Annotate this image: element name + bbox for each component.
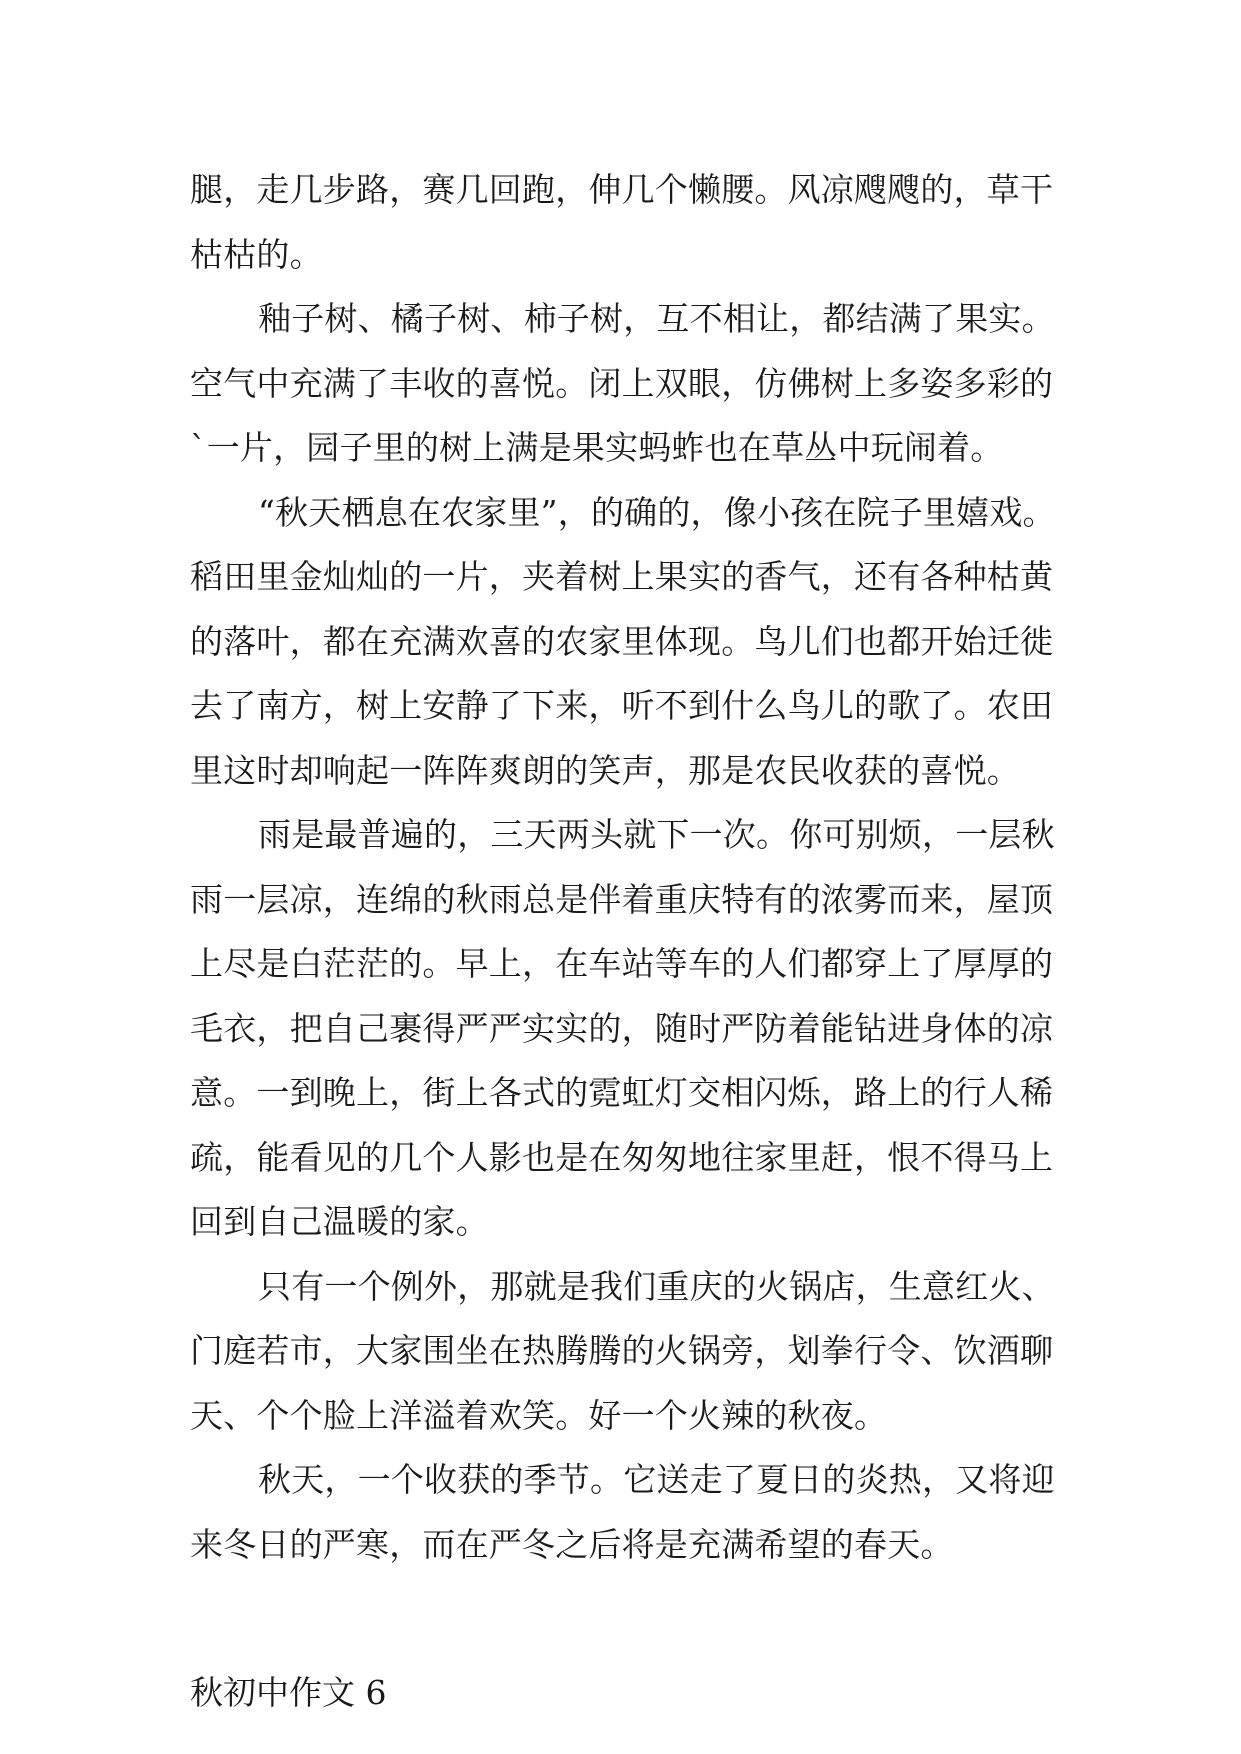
text-line: 天、个个脸上洋溢着欢笑。好一个火辣的秋夜。 (190, 1395, 888, 1435)
paragraph (190, 803, 1055, 1255)
paragraph (190, 287, 1055, 481)
text-line: 雨是最普遍的，三天两头就下一次。你可别烦，一层秋 (258, 815, 1055, 854)
text-line: “秋天栖息在农家里”，的确的，像小孩在院子里嬉戏。 (258, 492, 1056, 532)
text-line: 枯枯的。 (190, 234, 323, 274)
text-line: 雨一层凉，连绵的秋雨总是伴着重庆特有的浓雾而来，屋顶 (190, 879, 1054, 919)
text-line: 回到自己温暖的家。 (190, 1202, 489, 1241)
paragraph (190, 158, 1052, 287)
text-line: 里这时却响起一阵阵爽朗的笑声，那是农民收获的喜悦。 (190, 750, 1020, 790)
text-line: 上尽是白茫茫的。早上，在车站等车的人们都穿上了厚厚的 (190, 944, 1054, 983)
text-line: 空气中充满了丰收的喜悦。闭上双眼，仿佛树上多姿多彩的 (190, 363, 1054, 403)
text-line: 疏，能看见的几个人影也是在匆匆地往家里赶，恨不得马上 (190, 1137, 1054, 1177)
text-line: `一片，园子里的树上满是果实蚂蚱也在草丛中玩闹着。 (190, 428, 1004, 467)
section-heading: 秋初中作文 6 (190, 1673, 387, 1712)
document-page (190, 158, 1056, 1725)
text-line: 意。一到晚上，街上各式的霓虹灯交相闪烁，路上的行人稀 (190, 1073, 1054, 1112)
text-line: 秋天，一个收获的季节。它送走了夏日的炎热，又将迎 (258, 1460, 1055, 1499)
text-line: 门庭若市，大家围坐在热腾腾的火锅旁，划拳行令、饮酒聊 (190, 1331, 1054, 1370)
text-line: 去了南方，树上安静了下来，听不到什么鸟儿的歌了。农田 (190, 686, 1054, 725)
text-line: 腿，走几步路，赛几回跑，伸几个懒腰。风凉飕飕的，草干 (190, 170, 1054, 209)
text-line: 的落叶，都在充满欢喜的农家里体现。鸟儿们也都开始迁徙 (190, 621, 1054, 661)
text-line: 来冬日的严寒，而在严冬之后将是充满希望的春天。 (190, 1524, 954, 1564)
paragraph (190, 1448, 1055, 1577)
paragraph (190, 481, 1056, 804)
paragraph (190, 1255, 1055, 1449)
text-line: 釉子树、橘子树、柿子树，互不相让，都结满了果实。 (258, 299, 1055, 338)
paragraph-gap (190, 1577, 1052, 1661)
text-line: 只有一个例外，那就是我们重庆的火锅店，生意红火、 (258, 1266, 1055, 1306)
text-line: 毛衣，把自己裹得严严实实的，随时严防着能钻进身体的凉 (190, 1008, 1054, 1048)
text-line: 稻田里金灿灿的一片，夹着树上果实的香气，还有各种枯黄 (190, 557, 1054, 596)
